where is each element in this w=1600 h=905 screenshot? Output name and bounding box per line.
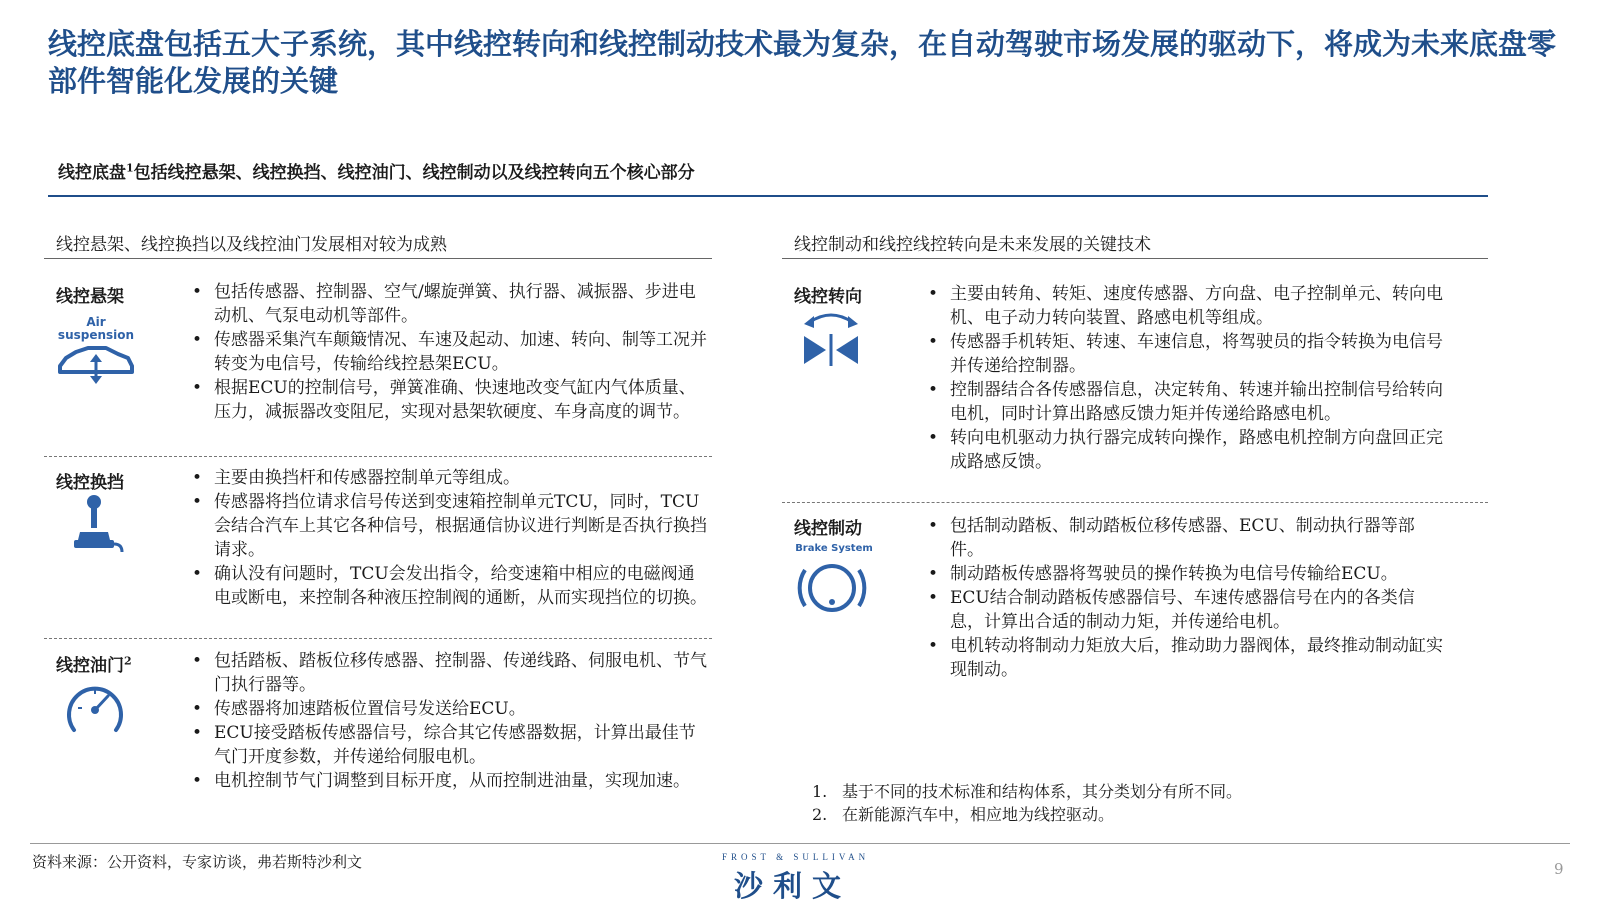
gear-shift-joystick-icon xyxy=(66,494,126,554)
left-column-rule xyxy=(44,258,712,259)
list-item: • 转向电机驱动力执行器完成转向操作，路感电机控制方向盘回正完成路感反馈。 xyxy=(926,426,1446,474)
brake-system-icon xyxy=(790,540,886,622)
speedometer-icon xyxy=(64,678,126,738)
footnote-text: 在新能源汽车中，相应地为线控驱动。 xyxy=(842,805,1115,824)
air-suspension-icon xyxy=(54,314,138,386)
footnote-number: 1. xyxy=(812,782,828,801)
section-divider xyxy=(44,456,712,457)
list-item: • 传感器将加速踏板位置信号发送给ECU。 xyxy=(190,697,710,721)
bullet-list-suspension xyxy=(190,280,710,424)
section-label-brake: 线控制动 xyxy=(794,519,862,539)
section-divider xyxy=(782,502,1488,503)
icon-text-brake: Brake System xyxy=(795,543,873,554)
list-item: • 主要由转角、转矩、速度传感器、方向盘、电子控制单元、转向电机、电子动力转向装置、路感电机等组成。 xyxy=(926,282,1446,330)
list-item: • 电机控制节气门调整到目标开度，从而控制进油量，实现加速。 xyxy=(190,769,710,793)
subheader-pre: 线控底盘 xyxy=(58,163,126,183)
page-title: 线控底盘包括五大子系统，其中线控转向和线控制动技术最为复杂，在自动驾驶市场发展的驱动下，将成为未来底盘零部件智能化发展的关键 xyxy=(48,27,1557,98)
footnote xyxy=(812,780,1242,803)
list-item: • 包括制动踏板、制动踏板位移传感器、ECU、制动执行器等部件。 xyxy=(926,514,1446,562)
subheader-post: 包括线控悬架、线控换挡、线控油门、线控制动以及线控转向五个核心部分 xyxy=(133,163,695,183)
footnote-ref-1: 1 xyxy=(126,161,134,175)
list-item: • 传感器采集汽车颠簸情况、车速及起动、加速、转向、制等工况并转变为电信号，传输给线控悬架ECU。 xyxy=(190,328,710,376)
subheader xyxy=(58,158,695,183)
list-item: • 传感器手机转矩、转速、车速信息，将驾驶员的指令转换为电信号并传递给控制器。 xyxy=(926,330,1446,378)
list-item: • 确认没有问题时，TCU会发出指令，给变速箱中相应的电磁阀通电或断电，来控制各种液压控制阀的通断，从而实现挡位的切换。 xyxy=(190,562,710,610)
icon-text-air: Air xyxy=(86,315,106,329)
footnote xyxy=(812,803,1242,826)
steering-arrows-icon xyxy=(800,306,862,368)
footer-rule xyxy=(30,843,1570,844)
section-label-steering: 线控转向 xyxy=(794,287,862,307)
list-item: • 包括踏板、踏板位移传感器、控制器、传递线路、伺服电机、节气门执行器等。 xyxy=(190,649,710,697)
right-column-heading: 线控制动和线控线控转向是未来发展的关键技术 xyxy=(794,235,1151,255)
list-item: • 传感器将挡位请求信号传送到变速箱控制单元TCU，同时，TCU会结合汽车上其它各种信号，根据通信协议进行判断是否执行换挡请求。 xyxy=(190,490,710,562)
icon-text-suspension: suspension xyxy=(57,328,135,342)
list-item: • 控制器结合各传感器信息，决定转角、转速并输出控制信号给转向电机，同时计算出路感反馈力矩并传递给路感电机。 xyxy=(926,378,1446,426)
page-number: 9 xyxy=(1554,860,1564,878)
list-item: • 主要由换挡杆和传感器控制单元等组成。 xyxy=(190,466,710,490)
bullet-list-steering xyxy=(926,282,1446,474)
bullet-list-shift xyxy=(190,466,710,610)
section-label-shift: 线控换挡 xyxy=(56,473,124,493)
list-item: • ECU接受踏板传感器信号，综合其它传感器数据，计算出最佳节气门开度参数，并传递给伺服电机。 xyxy=(190,721,710,769)
section-label-throttle-text: 线控油门 xyxy=(56,656,124,676)
logo-frost-sullivan: FROST & SULLIVAN xyxy=(722,852,870,862)
left-column-heading: 线控悬架、线控换挡以及线控油门发展相对较为成熟 xyxy=(56,235,447,255)
section-label-suspension: 线控悬架 xyxy=(56,287,124,307)
list-item: • ECU结合制动踏板传感器信号、车速传感器信号在内的各类信息，计算出合适的制动力矩，并传递给电机。 xyxy=(926,586,1446,634)
list-item: • 包括传感器、控制器、空气/螺旋弹簧、执行器、减振器、步进电动机、气泵电动机等部件。 xyxy=(190,280,710,328)
footnote-number: 2. xyxy=(812,805,828,824)
right-column-rule xyxy=(782,258,1488,259)
bullet-list-throttle xyxy=(190,649,710,793)
section-label-throttle xyxy=(56,651,132,676)
footnotes xyxy=(812,780,1242,826)
list-item: • 根据ECU的控制信号，弹簧准确、快速地改变气缸内气体质量、压力，减振器改变阻尼，实现对悬架软硬度、车身高度的调节。 xyxy=(190,376,710,424)
logo-chinese: 沙利文 xyxy=(734,869,852,903)
bullet-list-brake xyxy=(926,514,1446,682)
source-note: 资料来源：公开资料，专家访谈，弗若斯特沙利文 xyxy=(32,853,363,871)
section-divider xyxy=(44,638,712,639)
list-item: • 制动踏板传感器将驾驶员的操作转换为电信号传输给ECU。 xyxy=(926,562,1446,586)
list-item: • 电机转动将制动力矩放大后，推动助力器阀体，最终推动制动缸实现制动。 xyxy=(926,634,1446,682)
footnote-ref-2: 2 xyxy=(124,654,132,668)
header-rule xyxy=(48,195,1488,197)
footnote-text: 基于不同的技术标准和结构体系，其分类划分有所不同。 xyxy=(842,782,1243,801)
